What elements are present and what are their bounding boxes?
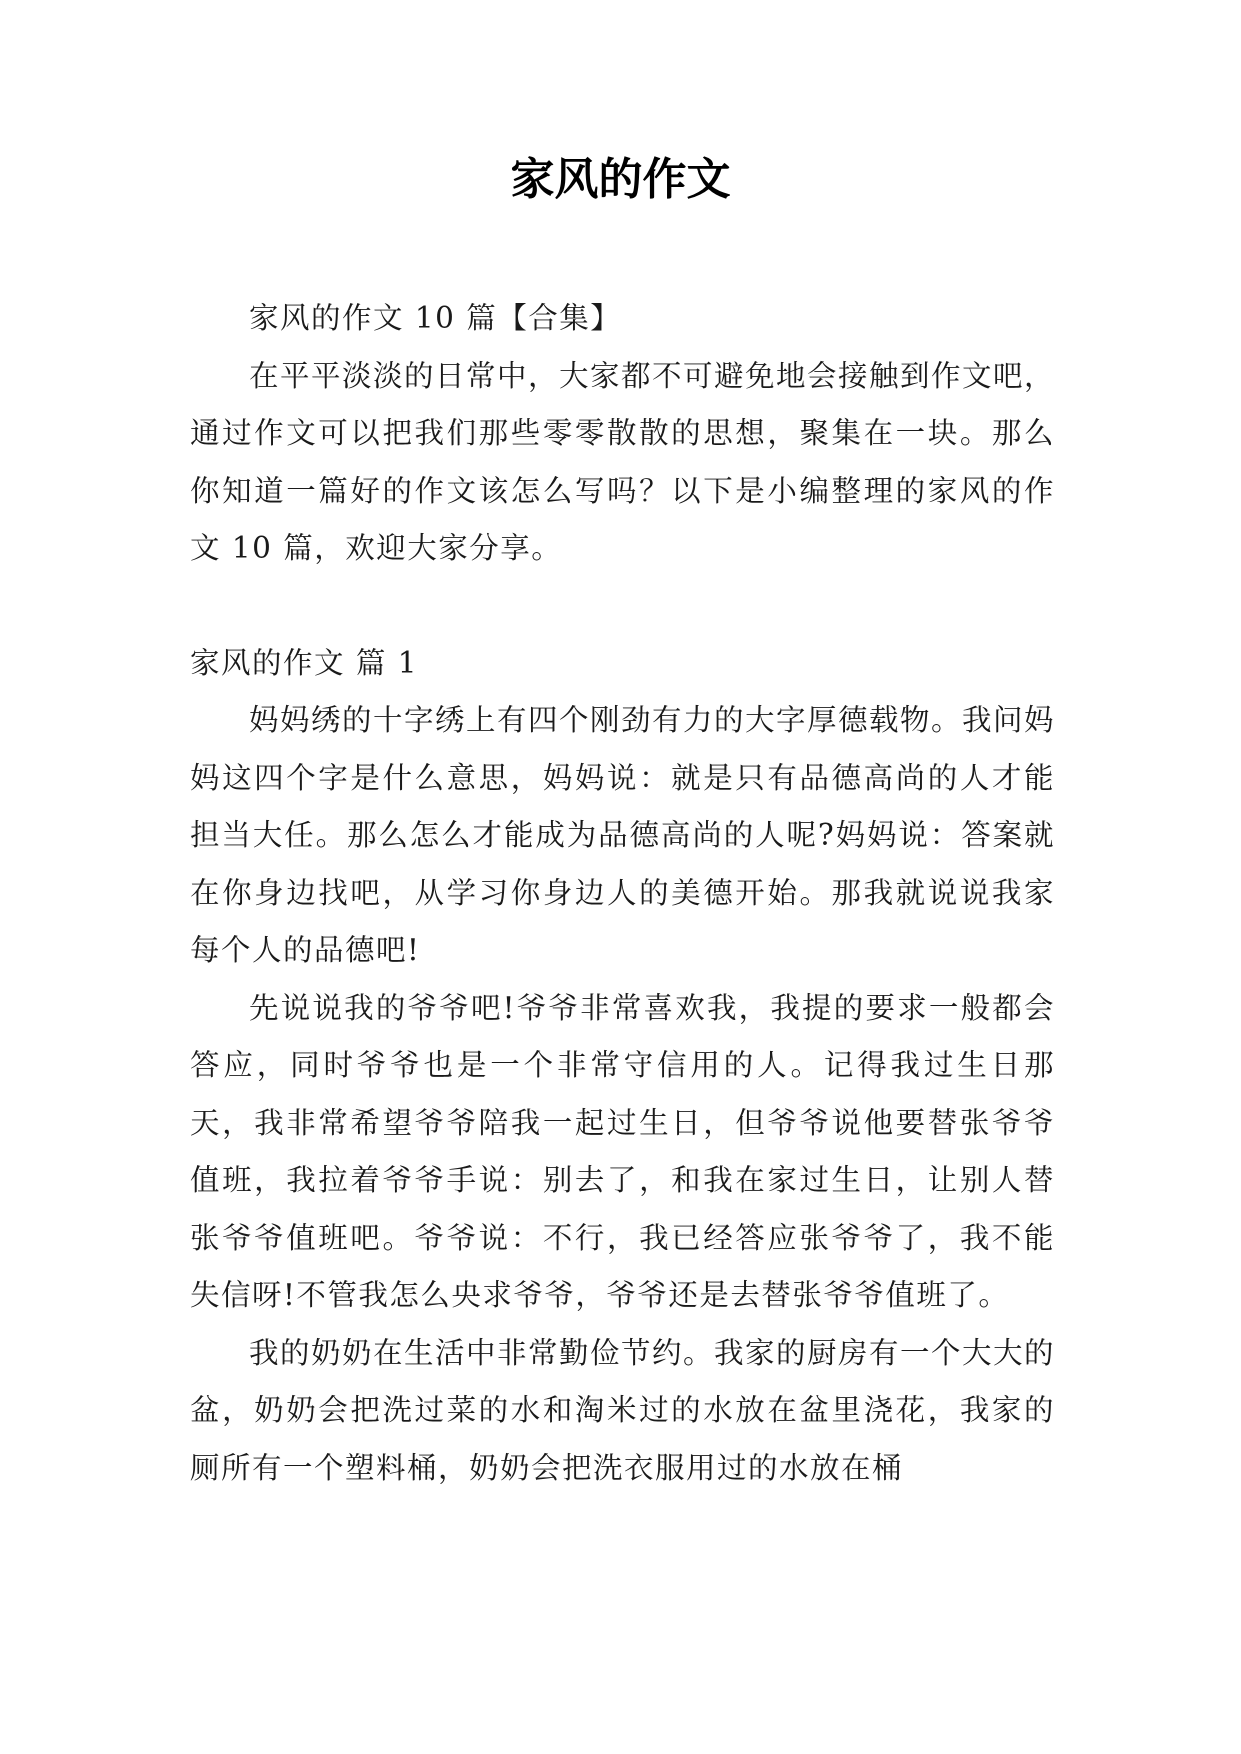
intro-paragraph: 在平平淡淡的日常中，大家都不可避免地会接触到作文吧，通过作文可以把我们那些零零散散的思想，聚集在一块。那么你知道一篇好的作文该怎么写吗？以下是小编整理的家风的作文 10 篇，欢迎大家分享。 — [190, 358, 1056, 565]
document-body — [190, 290, 1055, 1497]
body-paragraph: 我的奶奶在生活中非常勤俭节约。我家的厨房有一个大大的盆，奶奶会把洗过菜的水和淘米过的水放在盆里浇花，我家的厕所有一个塑料桶，奶奶会把洗衣服用过的水放在桶 — [190, 1335, 1056, 1485]
document-subtitle: 家风的作文 10 篇【合集】 — [249, 301, 622, 335]
body-paragraph: 妈妈绣的十字绣上有四个刚劲有力的大字厚德载物。我问妈妈这四个字是什么意思，妈妈说：就是只有品德高尚的人才能担当大任。那么怎么才能成为品德高尚的人呢?妈妈说：答案就在你身边找吧，从学习你身边人的美德开始。那我就说说我家每个人的品德吧! — [190, 703, 1056, 967]
body-paragraph: 先说说我的爷爷吧!爷爷非常喜欢我，我提的要求一般都会答应，同时爷爷也是一个非常守信用的人。记得我过生日那天，我非常希望爷爷陪我一起过生日，但爷爷说他要替张爷爷值班，我拉着爷爷手说：别去了，和我在家过生日，让别人替张爷爷值班吧。爷爷说：不行，我已经答应张爷爷了，我不能失信呀!不管我怎么央求爷爷，爷爷还是去替张爷爷值班了。 — [190, 990, 1055, 1312]
section-heading: 家风的作文 篇 1 — [190, 645, 419, 680]
document-title: 家风的作文 — [510, 154, 731, 205]
